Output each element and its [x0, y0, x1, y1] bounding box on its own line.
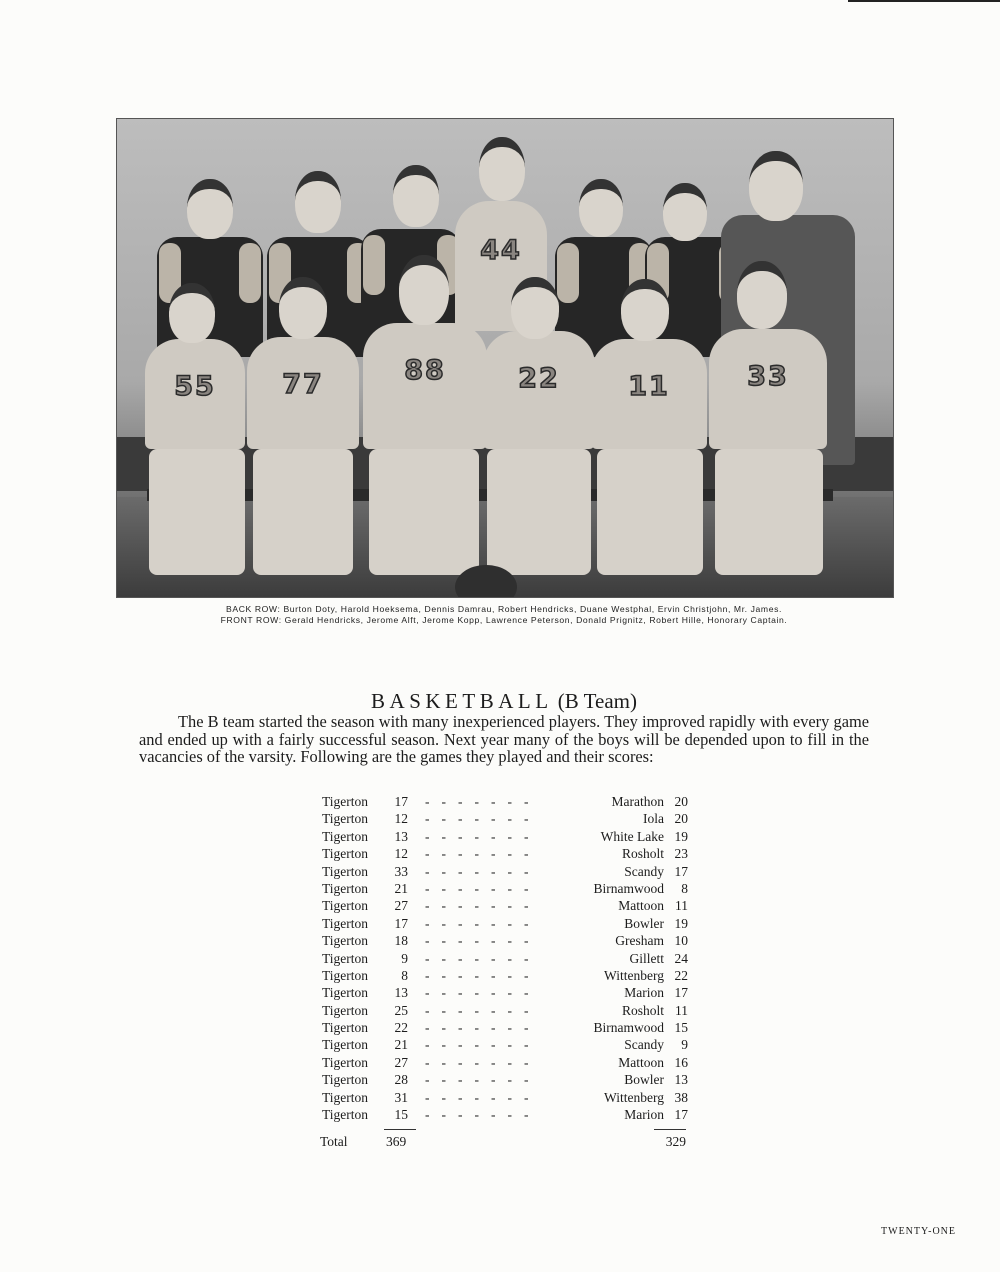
opponent-score: 17 — [674, 1107, 688, 1123]
opponent-score: 22 — [674, 967, 688, 983]
opponent-name: Bowler — [624, 1072, 664, 1088]
team-score: 9 — [401, 950, 408, 966]
team-score: 17 — [394, 915, 408, 931]
team-name: Tigerton — [322, 863, 369, 879]
team-name: Tigerton — [322, 985, 369, 1001]
team-name: Tigerton — [322, 933, 369, 949]
opponent-name: Rosholt — [621, 1002, 664, 1018]
leader-dashes: ------- — [425, 967, 541, 983]
leader-dashes: ------- — [425, 1020, 541, 1036]
leader-dashes: ------- — [425, 846, 541, 862]
total-team-score: 369 — [386, 1134, 407, 1149]
score-row — [320, 1054, 690, 1071]
leader-dashes: ------- — [425, 794, 541, 809]
team-score: 31 — [394, 1089, 408, 1105]
opponent-name: Marion — [624, 985, 664, 1001]
jersey-number-4: 22 — [518, 363, 560, 394]
score-row — [320, 967, 690, 984]
team-score: 28 — [394, 1072, 408, 1088]
team-name: Tigerton — [322, 967, 369, 983]
total-row — [320, 1134, 690, 1152]
opponent-name: Birnamwood — [593, 880, 664, 896]
article-title-sub: (B Team) — [557, 689, 637, 713]
team-name: Tigerton — [322, 846, 369, 862]
page-folio: TWENTY-ONE — [881, 1226, 956, 1237]
scores-table — [320, 793, 690, 1123]
score-row — [320, 880, 690, 897]
opponent-name: Wittenberg — [604, 1089, 664, 1105]
article-title-main: BASKETBALL — [371, 689, 553, 713]
jersey-number-2: 77 — [282, 369, 324, 400]
leader-dashes: ------- — [425, 933, 541, 949]
leader-dashes: ------- — [425, 915, 541, 931]
opponent-name: Birnamwood — [593, 1020, 664, 1036]
team-score: 22 — [394, 1020, 408, 1036]
opponent-score: 19 — [674, 915, 688, 931]
opponent-score: 10 — [674, 933, 688, 949]
leader-dashes: ------- — [425, 811, 541, 827]
team-score: 27 — [394, 1054, 408, 1070]
team-score: 27 — [394, 898, 408, 914]
back-jersey-number: 44 — [480, 235, 522, 266]
team-score: 8 — [401, 967, 408, 983]
team-score: 12 — [394, 811, 408, 827]
team-score: 15 — [394, 1107, 408, 1123]
opponent-score: 13 — [674, 1072, 688, 1088]
opponent-score: 19 — [674, 828, 688, 844]
leader-dashes: ------- — [425, 1037, 541, 1053]
team-total-rule — [384, 1129, 416, 1130]
opponent-name: Iola — [643, 811, 664, 827]
opponent-score: 20 — [674, 794, 688, 809]
opponent-name: Mattoon — [618, 898, 664, 914]
jersey-number-6: 33 — [747, 361, 789, 392]
team-score: 12 — [394, 846, 408, 862]
team-score: 21 — [394, 880, 408, 896]
score-row — [320, 1071, 690, 1088]
score-row — [320, 863, 690, 880]
opponent-score: 8 — [681, 880, 688, 896]
team-name: Tigerton — [322, 915, 369, 931]
team-name: Tigerton — [322, 1037, 369, 1053]
score-row — [320, 1089, 690, 1106]
opponent-name: Wittenberg — [604, 967, 664, 983]
team-name: Tigerton — [322, 1020, 369, 1036]
opponent-name: Marion — [624, 1107, 664, 1123]
opponent-score: 15 — [674, 1020, 688, 1036]
leader-dashes: ------- — [425, 1002, 541, 1018]
total-label: Total — [320, 1134, 348, 1149]
score-row — [320, 810, 690, 827]
team-score: 33 — [394, 863, 408, 879]
opponent-score: 16 — [674, 1054, 688, 1070]
team-name: Tigerton — [322, 1072, 369, 1088]
score-row — [320, 845, 690, 862]
jersey-number-3: 88 — [404, 355, 446, 386]
opponent-score: 11 — [675, 898, 688, 914]
leader-dashes: ------- — [425, 863, 541, 879]
team-score: 18 — [394, 933, 408, 949]
opponent-name: White Lake — [600, 828, 664, 844]
score-row — [320, 1002, 690, 1019]
caption-back-row: BACK ROW: Burton Doty, Harold Hoeksema, Dennis Damrau, Robert Hendricks, Duane Westphal, Ervin Christjohn, Mr. James. — [226, 604, 782, 614]
team-score: 21 — [394, 1037, 408, 1053]
opponent-name: Mattoon — [618, 1054, 664, 1070]
jersey-number-5: 11 — [628, 371, 670, 402]
score-row — [320, 1036, 690, 1053]
score-row — [320, 1106, 690, 1123]
opponent-score: 11 — [675, 1002, 688, 1018]
team-name: Tigerton — [322, 1002, 369, 1018]
score-row — [320, 793, 690, 810]
opponent-score: 17 — [674, 985, 688, 1001]
leader-dashes: ------- — [425, 828, 541, 844]
team-score: 13 — [394, 985, 408, 1001]
team-name: Tigerton — [322, 950, 369, 966]
score-row — [320, 950, 690, 967]
opponent-name: Gillett — [629, 950, 664, 966]
opponent-name: Scandy — [624, 863, 664, 879]
team-score: 17 — [394, 794, 408, 809]
leader-dashes: ------- — [425, 1054, 541, 1070]
team-name: Tigerton — [322, 828, 369, 844]
opponent-name: Rosholt — [621, 846, 664, 862]
total-opponent-score: 329 — [665, 1134, 686, 1149]
team-photo — [116, 118, 894, 598]
team-name: Tigerton — [322, 1107, 369, 1123]
score-row — [320, 915, 690, 932]
article-title — [116, 689, 892, 714]
score-row — [320, 828, 690, 845]
opponent-total-rule — [654, 1129, 686, 1130]
opponent-name: Gresham — [615, 933, 664, 949]
leader-dashes: ------- — [425, 985, 541, 1001]
opponent-score: 20 — [674, 811, 688, 827]
team-score: 25 — [394, 1002, 408, 1018]
score-row — [320, 1019, 690, 1036]
team-name: Tigerton — [322, 1089, 369, 1105]
leader-dashes: ------- — [425, 950, 541, 966]
team-name: Tigerton — [322, 811, 369, 827]
opponent-score: 23 — [674, 846, 688, 862]
team-name: Tigerton — [322, 1054, 369, 1070]
opponent-score: 24 — [674, 950, 688, 966]
team-name: Tigerton — [322, 880, 369, 896]
score-row — [320, 932, 690, 949]
score-row — [320, 984, 690, 1001]
score-row — [320, 897, 690, 914]
leader-dashes: ------- — [425, 1107, 541, 1123]
opponent-score: 38 — [674, 1089, 688, 1105]
team-score: 13 — [394, 828, 408, 844]
article-body: The B team started the season with many inexperienced players. They improved rapidly with every game and ended up with a fairly successful season. Next year many of the boys will be depended upon to fill in the vacancies of the varsity. Following are the games they played and their scores: — [139, 712, 869, 766]
team-name: Tigerton — [322, 898, 369, 914]
opponent-name: Bowler — [624, 915, 664, 931]
photo-caption — [116, 604, 892, 625]
team-name: Tigerton — [322, 794, 369, 809]
caption-front-row: FRONT ROW: Gerald Hendricks, Jerome Alft, Jerome Kopp, Lawrence Peterson, Donald Prignitz, Robert Hille, Honorary Captain. — [220, 614, 788, 625]
opponent-score: 17 — [674, 863, 688, 879]
leader-dashes: ------- — [425, 1072, 541, 1088]
opponent-score: 9 — [681, 1037, 688, 1053]
jersey-number-1: 55 — [174, 371, 216, 402]
leader-dashes: ------- — [425, 880, 541, 896]
opponent-name: Marathon — [611, 794, 664, 809]
leader-dashes: ------- — [425, 898, 541, 914]
opponent-name: Scandy — [624, 1037, 664, 1053]
leader-dashes: ------- — [425, 1089, 541, 1105]
top-edge-rule — [848, 0, 1000, 2]
